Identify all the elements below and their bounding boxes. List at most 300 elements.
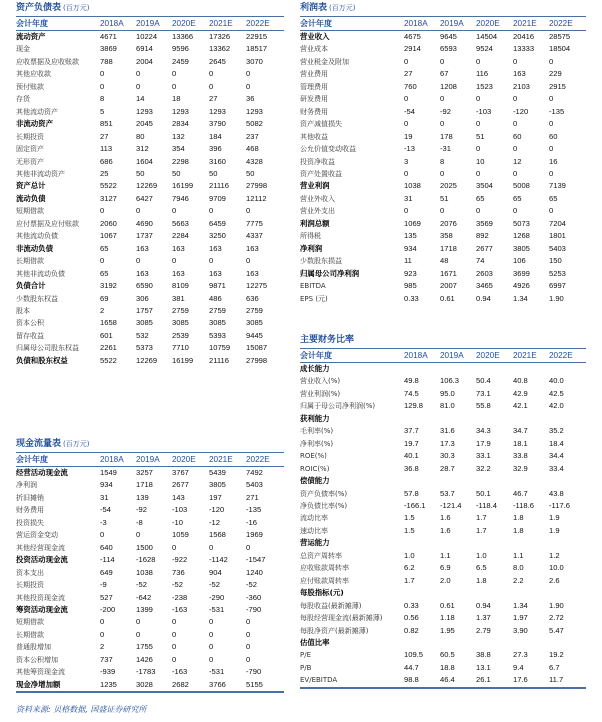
row-value: 9.4 <box>513 662 524 672</box>
row-value: 0 <box>404 168 409 178</box>
row-value: 0 <box>549 144 554 154</box>
row-value: -9 <box>100 580 107 590</box>
row-label: 利润总额 <box>300 218 330 228</box>
row-value: 486 <box>209 293 222 303</box>
row-value: 2915 <box>549 81 566 91</box>
row-value: -114 <box>100 555 115 565</box>
row-label: 负债合计 <box>16 281 46 291</box>
row-value: 1.9 <box>549 525 560 535</box>
table-row <box>16 492 284 504</box>
row-value: 0 <box>513 94 518 104</box>
row-label: 营业成本 <box>300 45 328 54</box>
header-year: 2018A <box>100 453 136 467</box>
row-label: 无形资产 <box>16 157 44 166</box>
row-value: 25 <box>100 168 109 178</box>
row-value: 2025 <box>440 181 457 191</box>
header-year: 2022E <box>246 17 284 31</box>
row-value: 0 <box>549 206 554 216</box>
row-value: 32.2 <box>476 463 491 473</box>
row-label: 流动资产 <box>16 32 46 41</box>
row-value: 95.0 <box>440 388 455 398</box>
row-value: 2007 <box>440 281 457 291</box>
row-value: 3504 <box>476 181 493 191</box>
row-value: 3085 <box>136 318 153 328</box>
row-value <box>513 587 549 599</box>
row-value: 18.8 <box>440 662 455 672</box>
table-row <box>300 475 586 487</box>
row-value: 5253 <box>549 268 566 278</box>
row-value: 7204 <box>549 218 566 228</box>
row-value: -642 <box>136 592 152 602</box>
header-year: 2022E <box>246 453 284 467</box>
row-value: 0 <box>100 530 105 540</box>
table-row <box>16 218 284 230</box>
row-value: 6997 <box>549 281 566 291</box>
row-value: 6427 <box>136 193 153 203</box>
row-value: 50.4 <box>476 376 491 386</box>
header-year: 2018A <box>100 17 136 31</box>
row-value: 601 <box>100 330 113 340</box>
table-row <box>300 218 586 230</box>
row-value: 3805 <box>513 243 530 253</box>
table-row <box>300 637 586 649</box>
row-value: 2914 <box>404 44 421 54</box>
row-value: -103 <box>172 505 188 515</box>
row-value: 3869 <box>100 44 117 54</box>
row-value: 8109 <box>172 281 189 291</box>
row-value: 686 <box>100 156 113 166</box>
row-value: 0 <box>136 530 141 540</box>
row-value: 163 <box>209 243 222 253</box>
row-label: 营运资金变动 <box>16 531 58 540</box>
row-value: 3070 <box>246 56 263 66</box>
row-value: 18517 <box>246 44 268 54</box>
table-row <box>300 255 586 267</box>
row-value <box>549 413 586 425</box>
row-value: 28575 <box>549 32 571 41</box>
table-row <box>300 68 586 80</box>
row-value <box>476 537 513 549</box>
row-label: 经营活动现金流 <box>16 468 68 477</box>
row-value: 0 <box>172 654 177 664</box>
table-row <box>300 575 586 587</box>
row-value: 65 <box>100 268 109 278</box>
row-label: 营业利润 <box>300 181 330 191</box>
row-label: 长期借款 <box>16 257 44 266</box>
row-value: 35.2 <box>549 426 564 436</box>
row-value: -1783 <box>136 667 156 677</box>
row-value: -531 <box>209 667 225 677</box>
row-label: 其他投资现金流 <box>16 593 65 602</box>
table-row <box>300 168 586 180</box>
row-value: 3085 <box>172 318 189 328</box>
row-value: 1208 <box>440 81 457 91</box>
row-label: 营运能力 <box>300 538 330 548</box>
row-value <box>404 637 440 649</box>
row-value: 65 <box>100 243 109 253</box>
row-value: 0 <box>209 617 214 627</box>
row-value: 0 <box>476 56 481 66</box>
row-value: 1.8 <box>513 513 524 523</box>
row-value: 1293 <box>172 106 189 116</box>
row-value: 1268 <box>513 231 530 241</box>
table-row <box>16 542 284 554</box>
row-value: 0 <box>246 256 251 266</box>
row-value: -135 <box>549 106 565 116</box>
header-year: 2021E <box>209 453 246 467</box>
row-label: 每股净资产(最新摊薄) <box>300 626 369 635</box>
row-value: -1628 <box>136 555 156 565</box>
row-value: 16 <box>549 156 558 166</box>
row-value: 229 <box>549 69 562 79</box>
table-row <box>16 68 284 80</box>
row-value: 0.82 <box>404 625 419 635</box>
row-value: 163 <box>172 268 185 278</box>
row-value: 65 <box>476 193 485 203</box>
row-value: 1293 <box>209 106 226 116</box>
table-row <box>300 450 586 462</box>
row-value: 135 <box>404 231 417 241</box>
row-value: 2677 <box>172 480 189 490</box>
row-value: 0 <box>100 206 105 216</box>
row-value: 0.33 <box>404 600 419 610</box>
row-value: -238 <box>172 592 188 602</box>
row-value <box>549 587 586 599</box>
row-value <box>476 475 513 487</box>
row-value: 5373 <box>136 343 153 353</box>
row-value: 0 <box>100 617 105 627</box>
row-value: 26.1 <box>476 674 513 687</box>
row-value: 1.5 <box>404 513 415 523</box>
header-year: 2020E <box>172 453 209 467</box>
row-value: 50 <box>136 168 145 178</box>
table-row <box>300 280 586 292</box>
row-value: 109.5 <box>404 650 424 660</box>
row-value: 19.7 <box>404 438 419 448</box>
row-value: 6.5 <box>476 563 487 573</box>
row-value: 33.8 <box>513 451 528 461</box>
source-note: 资料来源: 贝格数据, 国盛证券研究所 <box>16 705 147 714</box>
row-value: 40.0 <box>549 376 564 386</box>
row-value: 788 <box>100 56 113 66</box>
row-value: 760 <box>404 81 417 91</box>
table-row <box>16 641 284 653</box>
row-value: 0 <box>476 119 481 129</box>
row-value: 2759 <box>209 305 226 315</box>
row-value: 527 <box>100 592 113 602</box>
table-row <box>300 649 586 661</box>
row-value: 16199 <box>172 181 194 191</box>
row-label: P/E <box>300 651 312 660</box>
row-value: 3 <box>404 156 409 166</box>
row-value: 13333 <box>513 44 535 54</box>
row-value <box>440 475 476 487</box>
row-value: 1.8 <box>513 525 524 535</box>
row-label: 筹资活动现金流 <box>16 604 68 614</box>
row-value: 0 <box>172 69 177 79</box>
row-value: 3085 <box>209 318 226 328</box>
cash-flow-title <box>16 438 284 450</box>
row-value <box>513 637 549 649</box>
row-label: 成长能力 <box>300 364 330 373</box>
row-value: 2682 <box>172 679 209 692</box>
row-value <box>440 413 476 425</box>
row-value: 0 <box>246 69 251 79</box>
row-value: 163 <box>172 243 185 253</box>
row-label: 应收账款周转率 <box>300 564 349 573</box>
row-value: 9524 <box>476 44 493 54</box>
table-row <box>16 293 284 305</box>
table-row <box>300 562 586 574</box>
table-header-row <box>300 349 586 363</box>
row-value: 1500 <box>136 542 153 552</box>
row-value <box>549 475 586 487</box>
row-value: 22915 <box>246 32 268 41</box>
balance-sheet-unit: (百万元) <box>63 4 90 12</box>
row-value <box>440 537 476 549</box>
row-value: 0 <box>209 642 214 652</box>
row-label: 现金净增加额 <box>16 679 100 692</box>
row-value <box>404 413 440 425</box>
row-value: 57.8 <box>404 488 419 498</box>
row-value: -1547 <box>246 555 266 565</box>
row-label: 少数股东损益 <box>300 257 342 266</box>
row-label: 总资产周转率 <box>300 551 342 560</box>
row-label: 其他流动资产 <box>16 107 58 116</box>
row-value <box>440 363 476 376</box>
row-label: 归属于母公司净利润(%) <box>300 402 376 411</box>
row-value: 3465 <box>476 281 493 291</box>
table-row <box>300 243 586 255</box>
row-label: 财务费用 <box>300 107 328 116</box>
row-value: 55.8 <box>476 401 491 411</box>
row-value: 6.9 <box>440 563 451 573</box>
row-value: 2.79 <box>476 625 491 635</box>
row-value: 9871 <box>209 281 226 291</box>
table-row <box>16 205 284 217</box>
row-value: 5008 <box>513 181 530 191</box>
row-value: 1.90 <box>549 293 564 303</box>
header-year: 2018A <box>404 349 440 363</box>
row-label: 所得税 <box>300 232 321 241</box>
table-row <box>16 616 284 628</box>
row-value: 0 <box>476 144 481 154</box>
row-label: 资产处置收益 <box>300 169 342 178</box>
row-value: 53.7 <box>440 488 455 498</box>
row-value: 31.6 <box>440 426 455 436</box>
row-value: 19.2 <box>549 650 564 660</box>
row-value: 0 <box>209 206 214 216</box>
row-value <box>476 587 513 599</box>
row-value: 73.1 <box>476 388 491 398</box>
row-label: 营业外收入 <box>300 194 335 203</box>
row-value: -121.4 <box>440 500 462 510</box>
row-value: 18504 <box>549 44 571 54</box>
table-row <box>16 529 284 541</box>
table-row <box>16 193 284 205</box>
row-value: 27998 <box>246 355 268 365</box>
row-value: -31 <box>440 144 451 154</box>
row-label: 预付账款 <box>16 82 44 91</box>
row-value: 2298 <box>172 156 189 166</box>
row-value: 37.7 <box>404 426 419 436</box>
table-row <box>16 81 284 93</box>
row-value: -52 <box>172 580 183 590</box>
row-value: 8.0 <box>513 563 524 573</box>
row-label: 其他流动负债 <box>16 232 58 241</box>
row-value: 1293 <box>136 106 153 116</box>
row-label: 资产总计 <box>16 181 46 191</box>
row-value: 2.2 <box>513 575 524 585</box>
row-value: 892 <box>476 231 489 241</box>
row-value: 0 <box>246 206 251 216</box>
table-row <box>16 342 284 354</box>
row-value: 106 <box>513 256 526 266</box>
row-value: 4926 <box>513 281 530 291</box>
row-value: 7139 <box>549 181 566 191</box>
row-value: 2 <box>100 642 105 652</box>
row-value: 13366 <box>172 32 194 41</box>
cash-flow-title-text: 现金流量表 <box>16 439 62 449</box>
row-value: 737 <box>100 654 113 664</box>
row-value: 1658 <box>100 318 117 328</box>
row-value: 31 <box>404 193 413 203</box>
balance-sheet-section <box>16 2 284 367</box>
row-value: 2103 <box>513 81 530 91</box>
row-value: 5663 <box>172 218 189 228</box>
row-value: -135 <box>246 505 262 515</box>
row-value: 0 <box>172 81 177 91</box>
row-value: 163 <box>246 243 259 253</box>
row-value: 5 <box>100 106 105 116</box>
row-value: 18.1 <box>513 438 528 448</box>
row-value: 50 <box>246 168 255 178</box>
row-value: 0 <box>172 629 177 639</box>
row-label: 资本公积 <box>16 319 44 328</box>
row-value: 20416 <box>513 32 535 41</box>
row-value: 10224 <box>136 32 158 41</box>
header-year: 2020E <box>172 17 209 31</box>
row-value: 0 <box>172 642 177 652</box>
row-value: 0 <box>476 168 481 178</box>
table-row <box>300 56 586 68</box>
row-value: 4328 <box>246 156 263 166</box>
row-value: -12 <box>209 517 220 527</box>
table-row <box>300 31 586 44</box>
row-value: 10759 <box>209 343 231 353</box>
row-value: 65 <box>549 193 558 203</box>
row-value: 1.95 <box>440 625 455 635</box>
row-value: 27 <box>100 131 109 141</box>
row-value: 1293 <box>246 106 263 116</box>
row-value: 0 <box>549 168 554 178</box>
row-value <box>513 413 549 425</box>
row-value: 42.9 <box>513 388 528 398</box>
table-row <box>16 43 284 55</box>
row-value: 184 <box>209 131 222 141</box>
table-row <box>300 193 586 205</box>
row-value: 0 <box>136 81 141 91</box>
table-row <box>300 537 586 549</box>
row-label: 流动负债 <box>16 193 46 203</box>
row-value <box>549 637 586 649</box>
table-row <box>16 554 284 566</box>
row-label: 营业税金及附加 <box>300 57 349 66</box>
table-header-row <box>300 17 586 31</box>
row-label: 获利能力 <box>300 413 330 423</box>
table-row <box>300 413 586 425</box>
header-year: 2020E <box>476 349 513 363</box>
row-value: 0 <box>209 654 214 664</box>
table-row <box>16 592 284 604</box>
row-value <box>404 475 440 487</box>
table-row <box>16 567 284 579</box>
row-value: -531 <box>209 604 225 614</box>
row-value: 0 <box>404 94 409 104</box>
row-value <box>404 363 440 376</box>
row-value: 33.4 <box>549 463 564 473</box>
row-value: -166.1 <box>404 500 426 510</box>
row-value: 27.3 <box>513 650 528 660</box>
row-label: 普通股增加 <box>16 643 51 652</box>
row-value: 34.3 <box>476 426 491 436</box>
row-value: -52 <box>136 580 147 590</box>
row-value: 5073 <box>513 218 530 228</box>
row-value: 0 <box>246 642 251 652</box>
row-value: -16 <box>246 517 257 527</box>
row-label: 其他非流动资产 <box>16 169 65 178</box>
row-value: 42.0 <box>549 401 564 411</box>
row-value: 2459 <box>172 56 189 66</box>
table-row <box>300 156 586 168</box>
row-value: 65 <box>513 193 522 203</box>
row-value: 0 <box>209 256 214 266</box>
row-value: 3767 <box>172 468 189 477</box>
row-value: 0 <box>476 206 481 216</box>
row-value: 0 <box>172 206 177 216</box>
row-value: -52 <box>209 580 220 590</box>
table-row <box>16 317 284 329</box>
row-label: 财务费用 <box>16 506 44 515</box>
row-value: 50 <box>209 168 218 178</box>
row-value: 4337 <box>246 231 263 241</box>
row-value: 851 <box>100 119 113 129</box>
row-label: 营业外支出 <box>300 207 335 216</box>
row-value: 1067 <box>100 231 117 241</box>
row-value: 1240 <box>246 567 263 577</box>
table-row <box>300 550 586 562</box>
row-value: 27998 <box>246 181 268 191</box>
row-label: 长期投资 <box>16 581 44 590</box>
row-value: 21116 <box>209 181 229 191</box>
row-value: 3127 <box>100 193 117 203</box>
row-value: 1.6 <box>440 513 451 523</box>
row-value: 3766 <box>209 679 246 692</box>
table-row <box>16 679 284 692</box>
row-label: 长期投资 <box>16 132 44 141</box>
row-value: 358 <box>440 231 453 241</box>
row-value: 44.7 <box>404 662 419 672</box>
table-row <box>300 463 586 475</box>
table-row <box>16 156 284 168</box>
row-value: 1.5 <box>404 525 415 535</box>
table-row <box>16 280 284 292</box>
table-row <box>16 517 284 529</box>
row-value: 12 <box>513 156 522 166</box>
row-label: 其他筹资现金流 <box>16 668 65 677</box>
row-value: 1235 <box>100 679 136 692</box>
row-value: 271 <box>246 492 259 502</box>
